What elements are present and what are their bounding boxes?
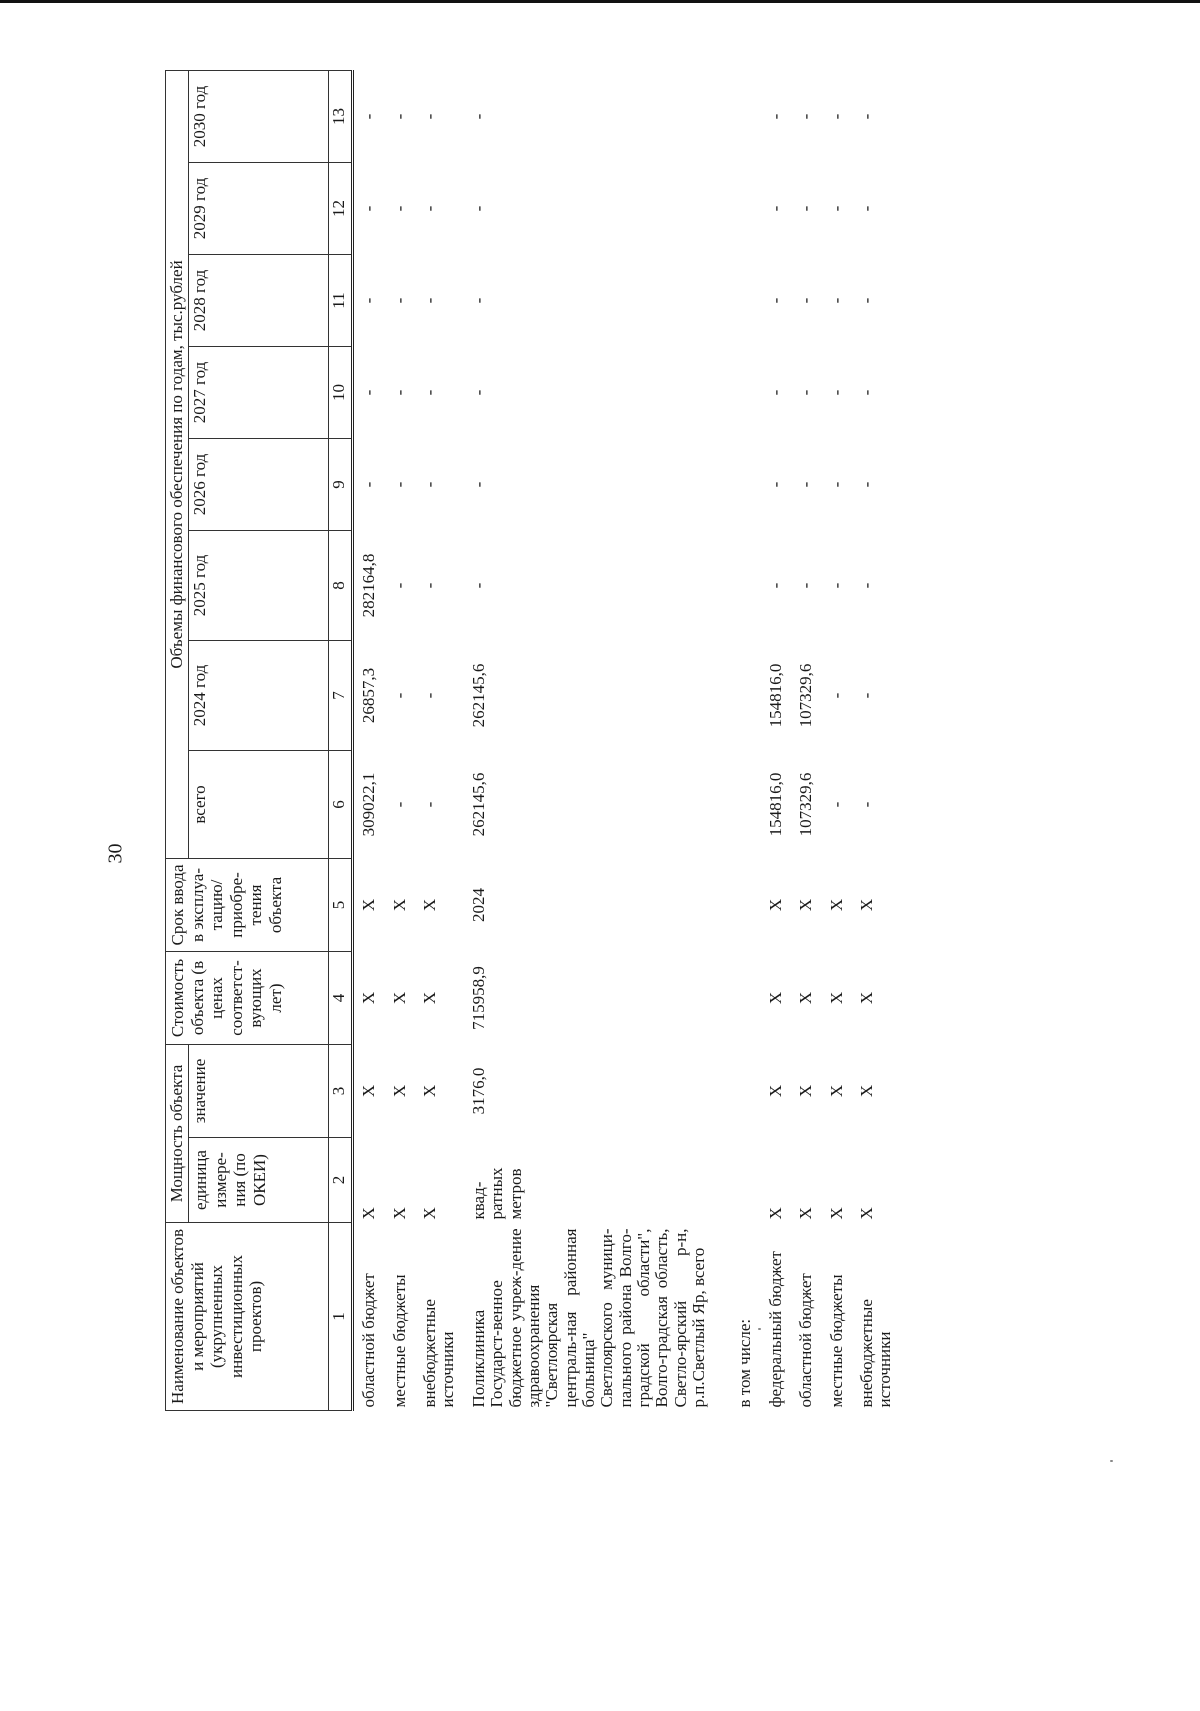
column-number: 10 — [329, 347, 353, 439]
row-unit: Х — [765, 1207, 785, 1220]
row-cost — [714, 952, 760, 1045]
row-year-value: - — [359, 205, 379, 212]
column-number: 8 — [329, 531, 353, 641]
row-year-value: - — [468, 113, 488, 120]
column-number: 13 — [329, 70, 353, 162]
header-capacity: Мощность объекта — [166, 1045, 189, 1223]
table-header — [166, 70, 353, 1410]
row-year-value: - — [765, 481, 785, 488]
header-year: 2027 год — [189, 347, 329, 439]
scan-top-border — [0, 0, 1200, 3]
table-body — [353, 70, 901, 1410]
header-year: 2026 год — [189, 439, 329, 531]
column-number: 12 — [329, 163, 353, 255]
page-number: 30 — [104, 843, 127, 864]
row-cost: Х — [420, 991, 440, 1005]
row-year-value — [714, 439, 760, 531]
row-year-value: - — [826, 205, 846, 212]
header-year: 2030 год — [189, 70, 329, 162]
row-total: 309022,1 — [359, 772, 379, 837]
row-year-value: - — [826, 692, 846, 699]
row-unit: Х — [796, 1207, 816, 1220]
row-year-value: - — [765, 582, 785, 589]
row-name: Поликлиника Государст-венное бюджетное учреж-дение здравоохранения "Светлоярская централь-ная районная больница" Светлоярского муници-пального района Волго-градской области", Волго-градская область, Светло-ярский р-н, р.п.Светлый Яр, всего — [468, 1228, 709, 1408]
row-term: Х — [856, 898, 876, 912]
row-unit: Х — [359, 1207, 379, 1220]
table-row — [791, 70, 821, 1410]
row-name: областной бюджет — [796, 1273, 816, 1408]
column-number: 11 — [329, 255, 353, 347]
row-year-value: - — [468, 205, 488, 212]
header-cost: Стоимость объекта (в ценах соответст-вующих лет) — [166, 952, 329, 1045]
row-year-value: - — [856, 389, 876, 396]
row-year-value: - — [765, 205, 785, 212]
scan-speck — [1110, 1460, 1113, 1462]
table-row — [822, 70, 852, 1410]
row-total: - — [826, 801, 846, 808]
row-cost: Х — [796, 991, 816, 1005]
row-total: - — [856, 801, 876, 808]
row-year-value: - — [856, 582, 876, 589]
row-unit: Х — [389, 1207, 409, 1220]
row-value: Х — [765, 1084, 785, 1098]
row-year-value: - — [420, 582, 440, 589]
header-object-name: Наименование объектов и мероприятий (укрупненных инвестиционных проектов) — [166, 1223, 329, 1411]
header-total: всего — [189, 751, 329, 859]
column-number: 3 — [329, 1045, 353, 1138]
row-year-value: - — [796, 389, 816, 396]
row-year-value: - — [420, 297, 440, 304]
row-year-value: - — [826, 582, 846, 589]
header-funding: Объемы финансового обеспечения по годам, тыс.рублей — [166, 70, 189, 858]
row-year-value: - — [420, 481, 440, 488]
row-year-value: - — [856, 113, 876, 120]
row-year-value — [714, 255, 760, 347]
row-year-value: - — [796, 582, 816, 589]
row-year-value: - — [826, 481, 846, 488]
row-unit: Х — [856, 1207, 876, 1220]
row-year-value: 262145,6 — [468, 663, 488, 728]
column-number: 2 — [329, 1138, 353, 1223]
row-year-value: - — [468, 389, 488, 396]
row-year-value: - — [765, 297, 785, 304]
row-year-value: 154816,0 — [765, 663, 785, 728]
row-year-value: - — [796, 205, 816, 212]
row-year-value: - — [389, 113, 409, 120]
row-unit: Х — [826, 1207, 846, 1220]
funding-table — [165, 70, 901, 1411]
table-row — [385, 70, 415, 1410]
header-term: Срок ввода в эксплуа-тацию/ приобре-тения объекта — [166, 859, 329, 952]
row-year-value: - — [389, 297, 409, 304]
row-total: 107329,6 — [796, 772, 816, 837]
row-year-value: - — [796, 297, 816, 304]
table-row — [415, 70, 464, 1410]
row-year-value: - — [765, 113, 785, 120]
row-year-value: - — [856, 297, 876, 304]
row-year-value — [714, 531, 760, 641]
row-year-value — [714, 70, 760, 162]
row-year-value: - — [468, 582, 488, 589]
row-year-value: - — [420, 389, 440, 396]
table-row — [714, 70, 760, 1410]
row-year-value: - — [389, 205, 409, 212]
row-year-value: - — [420, 113, 440, 120]
row-year-value: - — [856, 692, 876, 699]
row-name: областной бюджет — [359, 1273, 379, 1408]
row-total: - — [420, 801, 440, 808]
column-number: 7 — [329, 641, 353, 751]
row-name: местные бюджеты — [826, 1274, 846, 1408]
row-unit — [714, 1138, 760, 1223]
row-year-value: - — [765, 389, 785, 396]
header-year: 2024 год — [189, 641, 329, 751]
table-row — [464, 70, 715, 1410]
table-row — [353, 70, 385, 1410]
row-value — [714, 1045, 760, 1138]
row-year-value: 107329,6 — [796, 663, 816, 728]
row-term: Х — [420, 898, 440, 912]
row-cost: Х — [826, 991, 846, 1005]
row-value: 3176,0 — [468, 1067, 488, 1115]
row-cost: Х — [389, 991, 409, 1005]
header-value: значение — [189, 1045, 329, 1138]
column-number: 1 — [329, 1223, 353, 1411]
row-year-value — [714, 347, 760, 439]
row-value: Х — [359, 1084, 379, 1098]
row-year-value: - — [856, 481, 876, 488]
row-year-value: - — [826, 297, 846, 304]
row-year-value: - — [826, 113, 846, 120]
row-year-value: - — [856, 205, 876, 212]
table-row — [761, 70, 791, 1410]
column-number: 6 — [329, 751, 353, 859]
row-unit: Х — [420, 1207, 440, 1220]
row-total: 154816,0 — [765, 772, 785, 837]
row-name: местные бюджеты — [389, 1274, 409, 1408]
rotated-table-container — [165, 71, 1165, 1411]
row-year-value: - — [389, 582, 409, 589]
row-year-value: - — [359, 389, 379, 396]
row-total — [714, 751, 760, 859]
row-year-value: - — [468, 481, 488, 488]
row-year-value — [714, 641, 760, 751]
row-year-value: - — [389, 389, 409, 396]
header-year: 2028 год — [189, 255, 329, 347]
header-year: 2029 год — [189, 163, 329, 255]
row-term: Х — [796, 898, 816, 912]
row-term: Х — [765, 898, 785, 912]
row-cost: Х — [359, 991, 379, 1005]
row-value: Х — [856, 1084, 876, 1098]
column-number: 9 — [329, 439, 353, 531]
column-number: 4 — [329, 952, 353, 1045]
row-value: Х — [826, 1084, 846, 1098]
row-year-value: - — [468, 297, 488, 304]
row-year-value: 26857,3 — [359, 667, 379, 724]
row-value: Х — [389, 1084, 409, 1098]
row-year-value: - — [359, 113, 379, 120]
row-year-value: - — [796, 481, 816, 488]
row-term: 2024 — [468, 888, 488, 922]
column-number: 5 — [329, 859, 353, 952]
row-year-value: - — [389, 481, 409, 488]
row-year-value: - — [796, 113, 816, 120]
row-unit: квад-ратных метров — [468, 1167, 525, 1220]
row-year-value: - — [420, 692, 440, 699]
row-cost: 715958,9 — [468, 966, 488, 1030]
row-term: Х — [359, 898, 379, 912]
row-year-value: - — [420, 205, 440, 212]
row-year-value — [714, 163, 760, 255]
row-year-value: - — [389, 692, 409, 699]
row-term — [714, 859, 760, 952]
row-value: Х — [796, 1084, 816, 1098]
row-name: федеральный бюджет — [765, 1251, 785, 1408]
table-row — [852, 70, 901, 1410]
row-value: Х — [420, 1084, 440, 1098]
row-year-value: - — [359, 481, 379, 488]
row-term: Х — [389, 898, 409, 912]
row-name: в том числе: — [735, 1318, 755, 1408]
row-name: внебюджетные источники — [856, 1299, 895, 1408]
row-cost: Х — [765, 991, 785, 1005]
row-total: 262145,6 — [468, 772, 488, 837]
header-unit: единица измере-ния (по ОКЕИ) — [189, 1138, 329, 1223]
row-term: Х — [826, 898, 846, 912]
row-name: внебюджетные источники — [420, 1299, 458, 1408]
row-year-value: 282164,8 — [359, 553, 379, 618]
header-year: 2025 год — [189, 531, 329, 641]
row-year-value: - — [359, 297, 379, 304]
row-total: - — [389, 801, 409, 808]
row-cost: Х — [856, 991, 876, 1005]
row-year-value: - — [826, 389, 846, 396]
